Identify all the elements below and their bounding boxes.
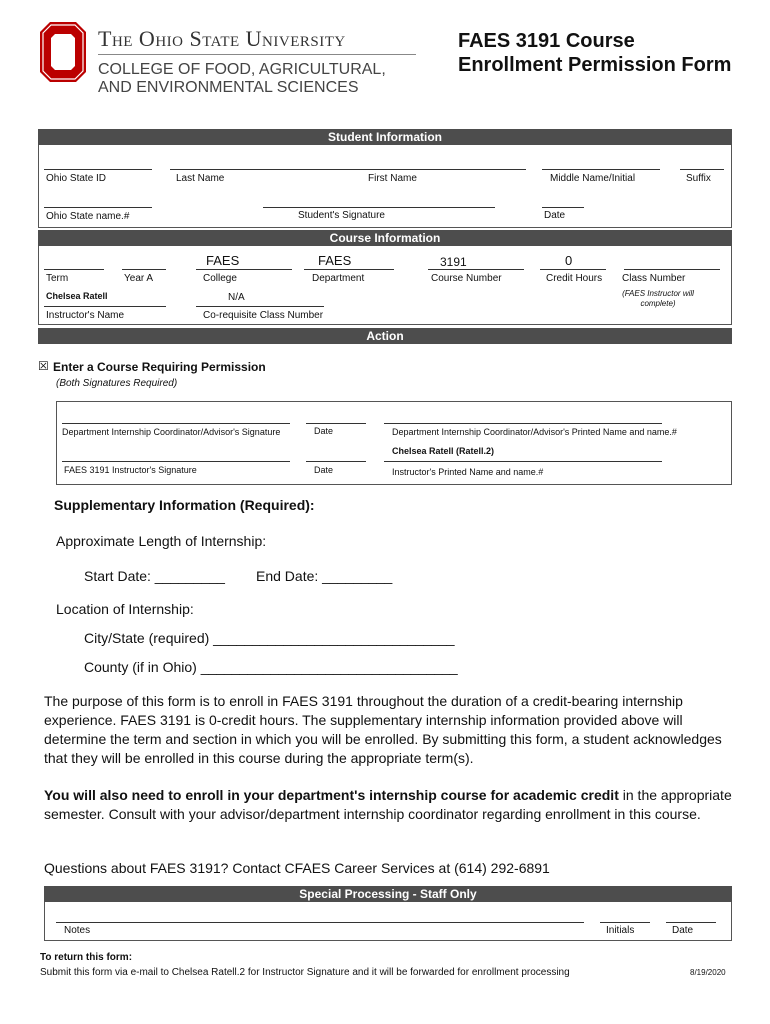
coordinator-signature-label: Department Internship Coordinator/Advisor's Signature — [62, 427, 281, 437]
student-signature-label: Student's Signature — [298, 210, 385, 221]
form-title-line1: FAES 3191 Course — [458, 30, 635, 52]
also-enroll-paragraph — [44, 786, 736, 824]
first-name-label: First Name — [368, 173, 417, 184]
osu-block-o-logo — [40, 22, 86, 82]
permission-checkbox[interactable]: ☒ — [38, 359, 49, 373]
department-value: FAES — [318, 253, 352, 268]
suffix-label: Suffix — [686, 173, 711, 184]
purpose-paragraph: The purpose of this form is to enroll in FAES 3191 throughout the duration of a credit-bearing internship experience. FAES 3191 is 0-credit hours. The supplementary internship information provided above will determine the term and section in which you will be enrolled. By submitting this form, a student acknowledges that they will be enrolled in this course during the appropriate term(s). — [44, 693, 722, 766]
college-value: FAES — [206, 253, 240, 268]
term-label: Term — [46, 273, 69, 284]
instructor-value: Chelsea Ratell — [46, 291, 108, 301]
city-state-field[interactable]: City/State (required) _______________________________ — [84, 630, 455, 646]
course-info-bar: Course Information — [38, 230, 732, 246]
department-label: Department — [312, 273, 365, 284]
coordinator-date-label: Date — [314, 426, 334, 436]
year-label: Year A — [124, 273, 154, 284]
university-name: The Ohio State University — [98, 26, 346, 51]
ohio-state-id-label: Ohio State ID — [46, 173, 107, 184]
credit-hours-value: 0 — [565, 253, 573, 268]
coordinator-printed-value: Chelsea Ratell (Ratell.2) — [392, 446, 495, 456]
staff-only-bar: Special Processing - Staff Only — [44, 886, 732, 902]
instructor-signature-label: FAES 3191 Instructor's Signature — [64, 465, 197, 475]
student-date-label: Date — [544, 210, 566, 221]
coordinator-printed-label: Department Internship Coordinator/Advisor's Printed Name and name.# — [392, 427, 677, 437]
return-form-text: Submit this form via e-mail to Chelsea Ratell.2 for Instructor Signature and it will be forwarded for enrollment processing — [40, 967, 570, 978]
last-name-label: Last Name — [176, 173, 225, 184]
college-name-line1: COLLEGE OF FOOD, AGRICULTURAL, — [98, 61, 386, 78]
name-dot-label: Ohio State name.# — [46, 211, 130, 222]
instructor-printed-label: Instructor's Printed Name and name.# — [392, 467, 544, 477]
faes-instructor-note: (FAES Instructor will complete) — [622, 289, 694, 308]
staff-date-label: Date — [672, 925, 694, 936]
enter-course-label: Enter a Course Requiring Permission — [53, 360, 266, 374]
class-number-label: Class Number — [622, 273, 686, 284]
course-number-value: 3191 — [440, 255, 467, 269]
action-bar: Action — [38, 328, 732, 344]
college-name-line2: AND ENVIRONMENTAL SCIENCES — [98, 79, 359, 96]
return-form-title: To return this form: — [40, 952, 133, 963]
coreq-label: Co-requisite Class Number — [203, 310, 324, 321]
start-date-field[interactable]: Start Date: _________ — [84, 568, 225, 584]
notes-label: Notes — [64, 925, 91, 936]
supplementary-heading: Supplementary Information (Required): — [54, 497, 315, 513]
credit-hours-label: Credit Hours — [546, 273, 603, 284]
college-label: College — [203, 273, 237, 284]
course-number-label: Course Number — [431, 273, 502, 284]
form-title-line2: Enrollment Permission Form — [458, 54, 732, 76]
internship-length-label: Approximate Length of Internship: — [56, 533, 267, 549]
also-enroll-rest: in the appropriate semester. Consult with your advisor/department internship coordinator regarding enrollment in this course. — [44, 787, 732, 822]
end-date-field[interactable]: End Date: _________ — [256, 568, 393, 584]
instructor-name-label: Instructor's Name — [46, 310, 125, 321]
initials-label: Initials — [606, 925, 635, 936]
student-info-bar: Student Information — [38, 129, 732, 145]
internship-location-label: Location of Internship: — [56, 601, 194, 617]
coreq-value: N/A — [228, 292, 245, 303]
instructor-date-label: Date — [314, 465, 334, 475]
county-field[interactable]: County (if in Ohio) _________________________________ — [84, 659, 458, 675]
questions-contact: Questions about FAES 3191? Contact CFAES Career Services at (614) 292-6891 — [44, 860, 550, 876]
middle-name-label: Middle Name/Initial — [550, 173, 636, 184]
both-signatures-note: (Both Signatures Required) — [56, 378, 178, 389]
also-enroll-bold: You will also need to enroll in your department's internship course for academic credit — [44, 787, 619, 803]
revision-date: 8/19/2020 — [690, 968, 726, 977]
